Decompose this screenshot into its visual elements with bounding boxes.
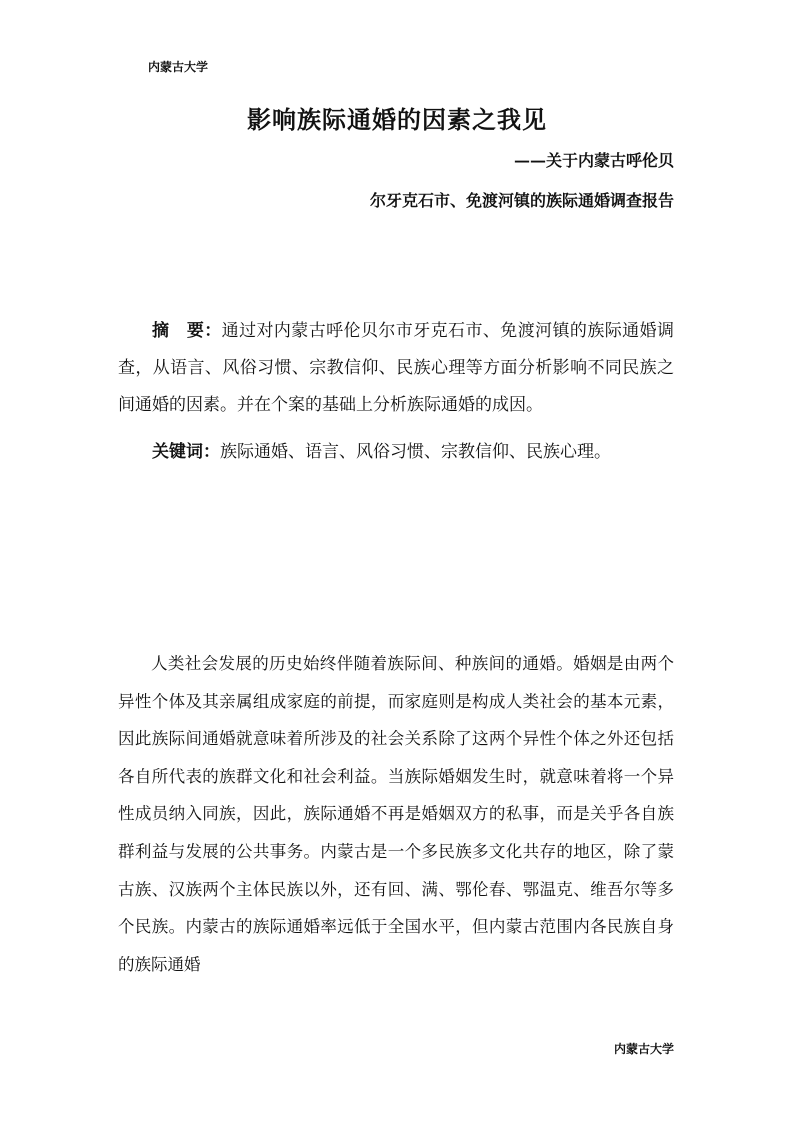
body-paragraph: 人类社会发展的历史始终伴随着族际间、种族间的通婚。婚姻是由两个异性个体及其亲属组成家庭的前提，而家庭则是构成人类社会的基本元素，因此族际间通婚就意味着所涉及的社会关系除了这两个异性个体之外还包括各自所代表的族群文化和社会利益。当族际婚姻发生时，就意味着将一个异性成员纳入同族，因此，族际通婚不再是婚姻双方的私事，而是关乎各自族群利益与发展的公共事务。内蒙古是一个多民族多文化共存的地区，除了蒙古族、汉族两个主体民族以外，还有回、满、鄂伦春、鄂温克、维吾尔等多个民族。内蒙古的族际通婚率远低于全国水平，但内蒙古范围内各民族自身的族际通婚 [118,654,674,974]
document-subtitle-line2: 尔牙克石市、免渡河镇的族际通婚调查报告 [369,191,674,210]
body-section [118,645,674,983]
abstract-section [118,313,674,471]
page-header-left: 内蒙古大学 [148,60,209,74]
abstract-label: 摘 要： [152,321,222,341]
document-subtitle-line1: ——关于内蒙古呼伦贝 [513,151,674,170]
keywords-paragraph [118,434,674,471]
abstract-text: 通过对内蒙古呼伦贝尔市牙克石市、免渡河镇的族际通婚调查，从语言、风俗习惯、宗教信仰、民族心理等方面分析影响不同民族之间通婚的因素。并在个案的基础上分析族际通婚的成因。 [118,321,674,415]
document-title: 影响族际通婚的因素之我见 [247,105,547,134]
keywords-text: 族际通婚、语言、风俗习惯、宗教信仰、民族心理。 [220,442,611,462]
page-footer-right: 内蒙古大学 [613,1042,674,1056]
abstract-paragraph [118,313,674,424]
keywords-label: 关键词： [152,442,220,462]
